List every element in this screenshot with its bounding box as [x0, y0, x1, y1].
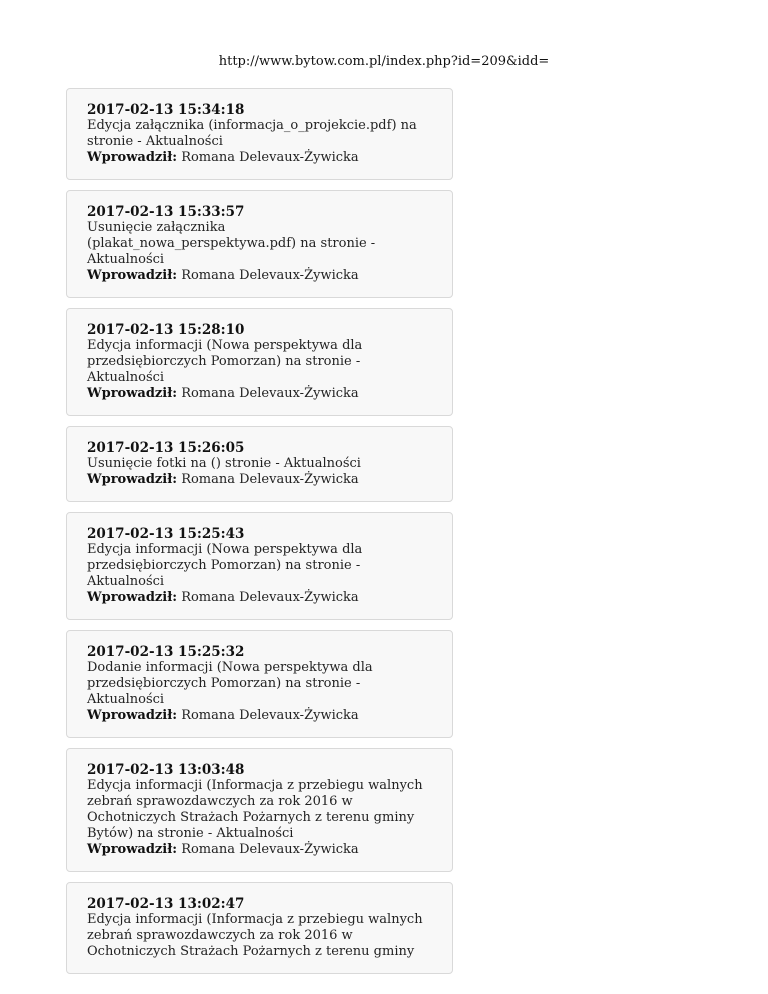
entry-description: Edycja informacji (Informacja z przebiegu walnych zebrań sprawozdawczych za rok 2016 w Ochotniczych Strażach Pożarnych z terenu gminy Bytów) na stronie - Aktualności [87, 778, 423, 841]
entry-author-line [87, 386, 433, 402]
log-entry [66, 630, 453, 738]
entry-datetime: 2017-02-13 15:34:18 [87, 102, 245, 118]
log-entry [66, 190, 453, 298]
entry-datetime: 2017-02-13 15:25:43 [87, 526, 245, 542]
log-entry [66, 748, 453, 872]
entry-author-line [87, 708, 433, 724]
entry-datetime: 2017-02-13 13:02:47 [87, 896, 245, 912]
entry-datetime: 2017-02-13 15:28:10 [87, 322, 245, 338]
entry-author: Romana Delevaux-Żywicka [181, 472, 359, 487]
entry-description: Edycja informacji (Nowa perspektywa dla przedsiębiorczych Pomorzan) na stronie - Aktualności [87, 542, 363, 589]
entry-description: Dodanie informacji (Nowa perspektywa dla przedsiębiorczych Pomorzan) na stronie - Aktualności [87, 660, 373, 707]
page-url: http://www.bytow.com.pl/index.php?id=209&idd= [218, 54, 550, 69]
log-entry [66, 426, 453, 502]
entry-description: Usunięcie załącznika (plakat_nowa_perspektywa.pdf) na stronie - Aktualności [87, 220, 376, 267]
change-log-list [66, 88, 453, 984]
log-entry [66, 512, 453, 620]
entry-author: Romana Delevaux-Żywicka [181, 590, 359, 605]
entry-author: Romana Delevaux-Żywicka [181, 386, 359, 401]
entry-author: Romana Delevaux-Żywicka [181, 708, 359, 723]
log-entry [66, 308, 453, 416]
entry-author-line [87, 590, 433, 606]
entry-author-line [87, 842, 433, 858]
entry-description: Edycja informacji (Nowa perspektywa dla przedsiębiorczych Pomorzan) na stronie - Aktualności [87, 338, 363, 385]
entry-datetime: 2017-02-13 13:03:48 [87, 762, 245, 778]
entry-author-label: Wprowadził: [87, 150, 178, 165]
entry-author-label: Wprowadził: [87, 590, 178, 605]
log-entry [66, 882, 453, 974]
entry-author-label: Wprowadził: [87, 842, 178, 857]
entry-datetime: 2017-02-13 15:26:05 [87, 440, 245, 456]
entry-author-line [87, 150, 433, 166]
entry-author-label: Wprowadził: [87, 472, 178, 487]
entry-description: Usunięcie fotki na () stronie - Aktualności [87, 456, 361, 471]
entry-author-label: Wprowadził: [87, 708, 178, 723]
entry-author-line [87, 268, 433, 284]
entry-description: Edycja załącznika (informacja_o_projekcie.pdf) na stronie - Aktualności [87, 118, 417, 149]
entry-author: Romana Delevaux-Żywicka [181, 842, 359, 857]
entry-author-line [87, 472, 433, 488]
entry-author-label: Wprowadził: [87, 386, 178, 401]
entry-datetime: 2017-02-13 15:33:57 [87, 204, 245, 220]
log-entry [66, 88, 453, 180]
entry-datetime: 2017-02-13 15:25:32 [87, 644, 245, 660]
entry-author: Romana Delevaux-Żywicka [181, 268, 359, 283]
entry-author-label: Wprowadził: [87, 268, 178, 283]
entry-description: Edycja informacji (Informacja z przebiegu walnych zebrań sprawozdawczych za rok 2016 w Ochotniczych Strażach Pożarnych z terenu gminy [87, 912, 423, 959]
entry-author: Romana Delevaux-Żywicka [181, 150, 359, 165]
